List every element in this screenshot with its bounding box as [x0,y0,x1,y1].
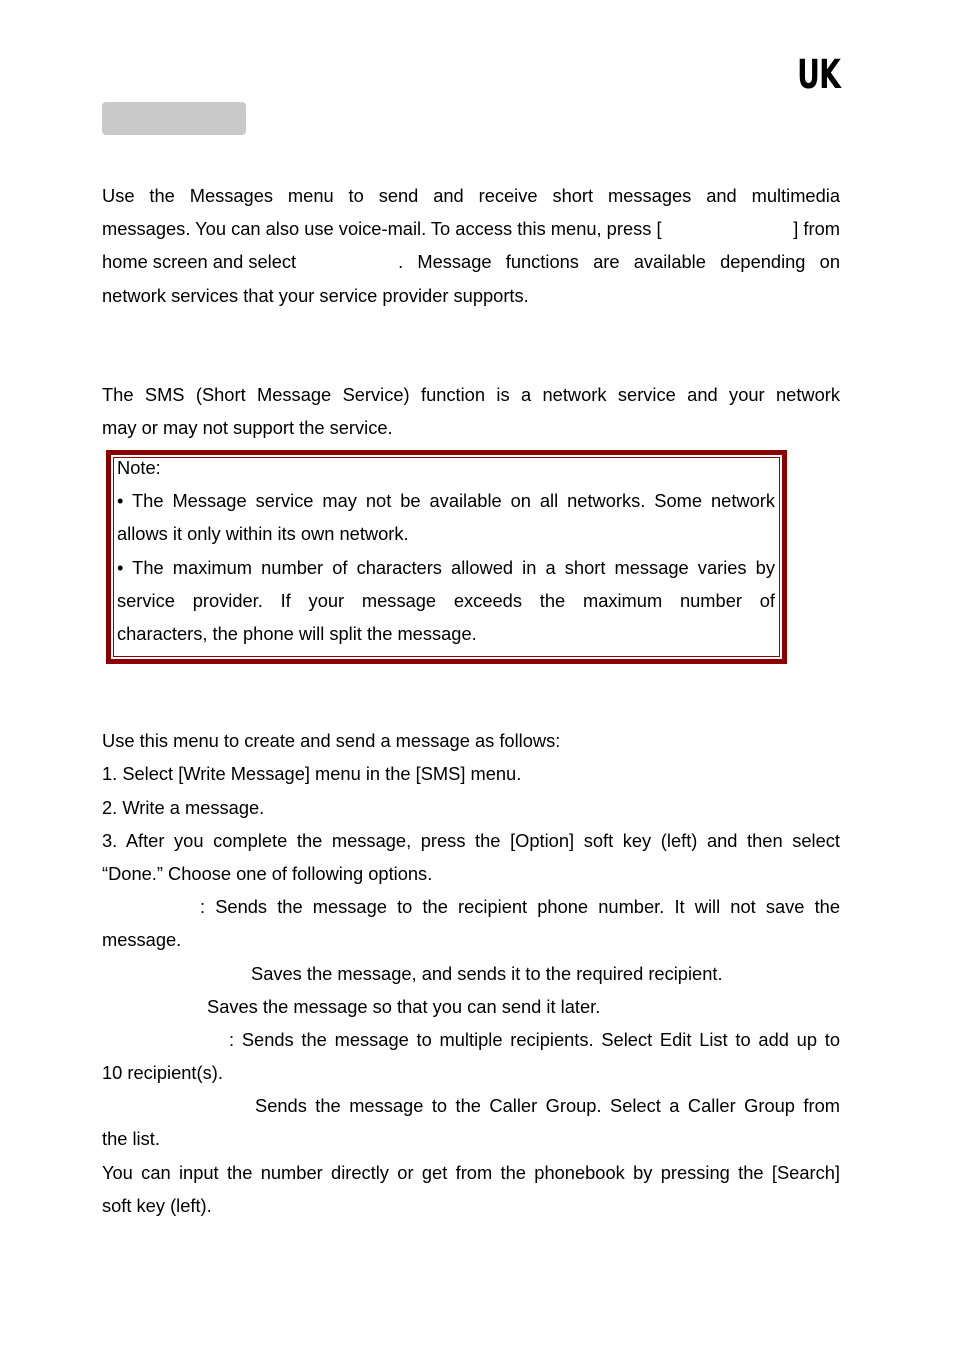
note-line-2: allows it only within its own network. [117,523,409,545]
note-content [117,451,775,650]
option-2-desc: Saves the message, and sends it to the required recipient. [251,963,723,984]
intro-line-4: network services that your service provider supports. [102,285,529,306]
option-3-desc: Saves the message so that you can send it later. [207,996,601,1017]
write-intro: Use this menu to create and send a message as follows: [102,730,561,751]
option-1-desc-cont: message. [102,929,182,950]
option-4-desc: : Sends the message to multiple recipients. Select Edit List to add up to [229,1029,840,1050]
option-1-desc: : Sends the message to the recipient phone number. It will not save the [200,896,840,917]
write-step-2: 2. Write a message. [102,797,265,818]
section-heading-tab [102,102,246,135]
intro-line-2 [102,212,840,245]
option-5-desc: Sends the message to the Caller Group. Select a Caller Group from [255,1095,840,1116]
sms-line-2: may or may not support the service. [102,417,393,438]
sms-line-1: The SMS (Short Message Service) function is a network service and your network [102,384,840,405]
intro-line-3 [102,245,840,278]
tail-line-1: You can input the number directly or get from the phonebook by pressing the [Search] [102,1162,840,1183]
tail-line-2: soft key (left). [102,1195,212,1216]
write-step-3a: 3. After you complete the message, press the [Option] soft key (left) and then select [102,830,840,851]
write-step-3b: “Done.” Choose one of following options. [102,863,433,884]
intro-line-2b: ] from [793,218,840,239]
option-5-desc-cont: the list. [102,1128,160,1149]
intro-line-2a: messages. You can also use voice-mail. To access this menu, press [ [102,218,662,239]
note-line-1: • The Message service may not be available on all networks. Some network [117,490,775,512]
intro-line-3a: home screen and select [102,251,297,272]
note-line-4: service provider. If your message exceeds the maximum number of [117,589,775,611]
note-line-3: • The maximum number of characters allowed in a short message varies by [117,556,775,578]
intro-line-3b: . Message functions are available depending on [398,251,840,272]
note-title: Note: [117,457,161,478]
option-4-desc-cont: 10 recipient(s). [102,1062,223,1083]
write-step-1: 1. Select [Write Message] menu in the [SMS] menu. [102,763,522,784]
note-line-5: characters, the phone will split the message. [117,623,477,645]
language-label: UK [797,52,840,98]
intro-line-1: Use the Messages menu to send and receive short messages and multimedia [102,185,840,206]
